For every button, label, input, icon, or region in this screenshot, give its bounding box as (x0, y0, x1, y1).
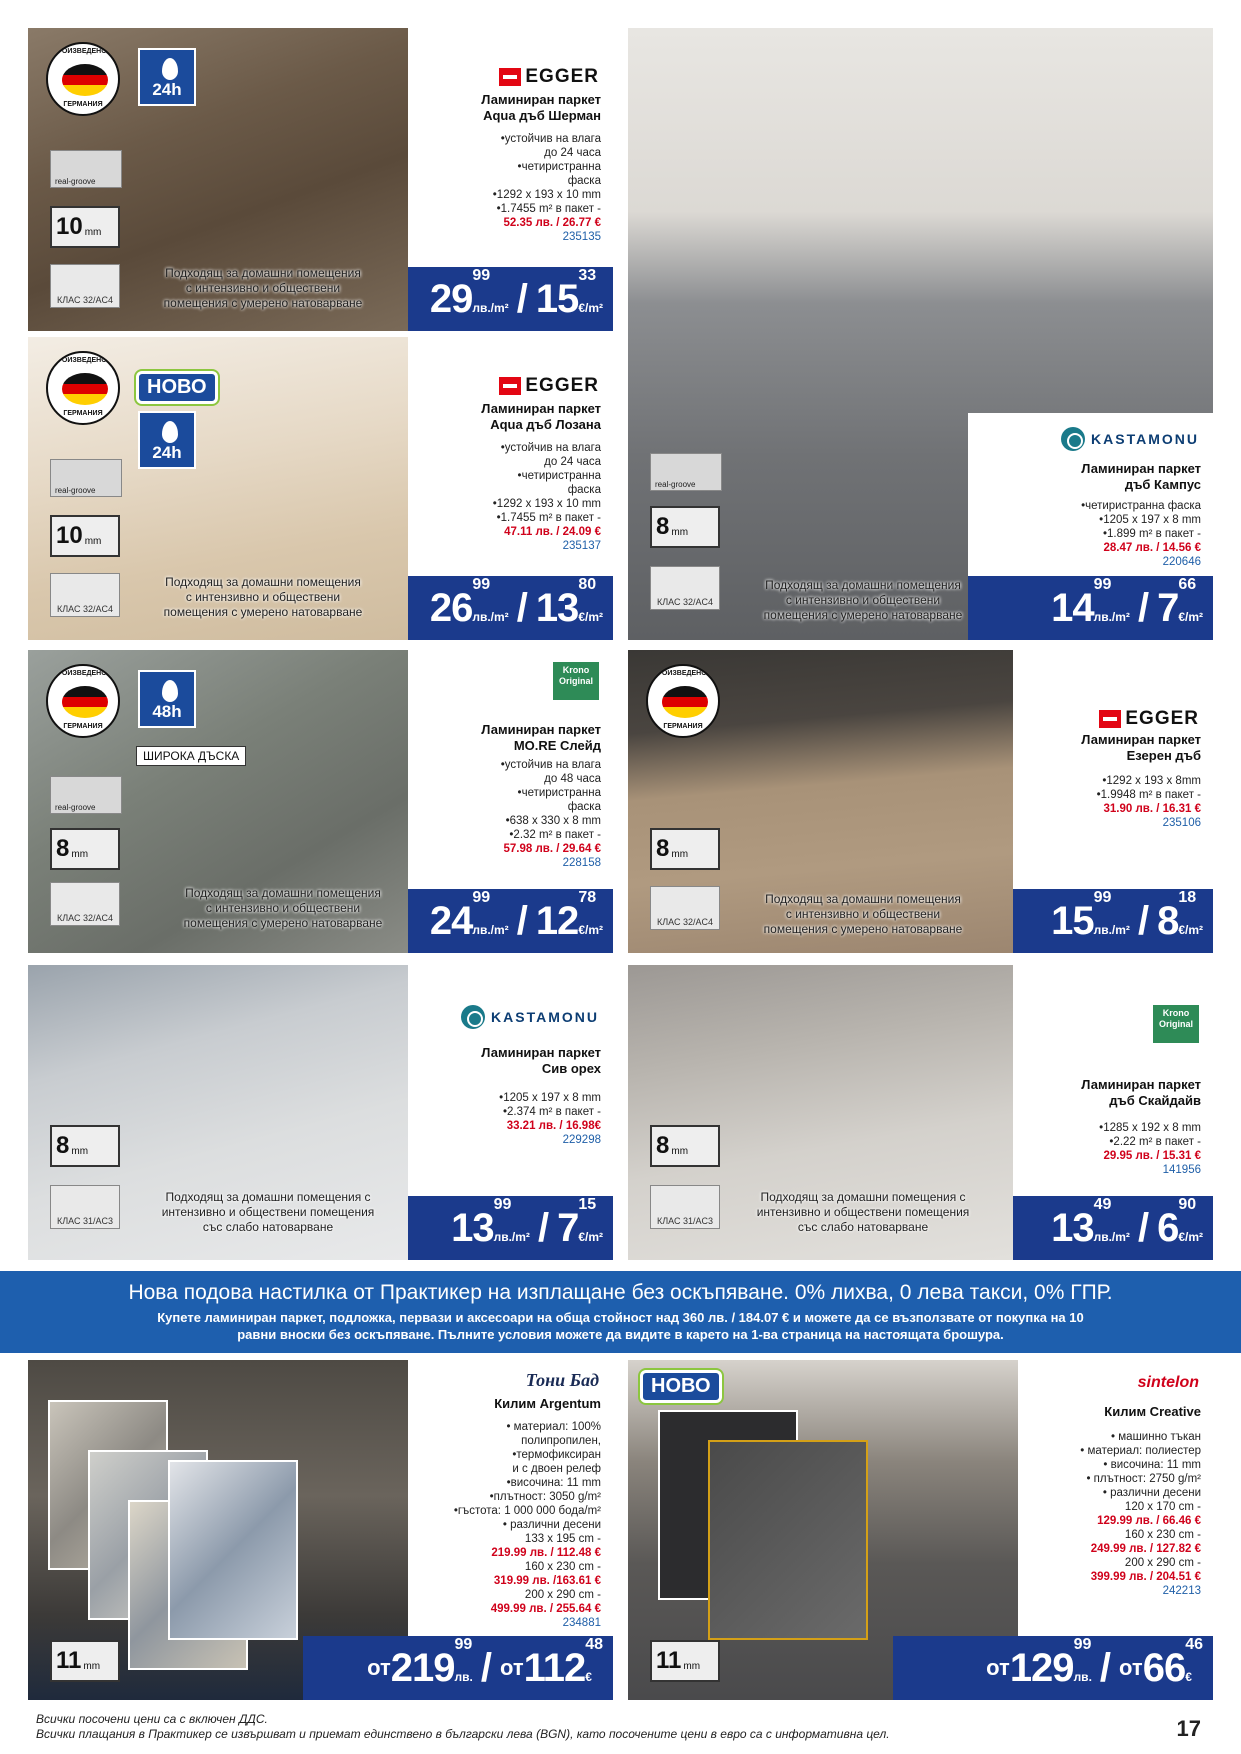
toni-bad-logo: Тони Бад (525, 1370, 599, 1390)
product-title: Ламиниран паркет Езерен дъб (1081, 732, 1201, 763)
product-title: Ламиниран паркет Сив орех (481, 1045, 601, 1076)
old-price: 28.47 лв. / 14.56 € (1103, 542, 1201, 554)
old-price: 31.90 лв. / 16.31 € (1103, 803, 1201, 815)
old-price: 52.35 лв. / 26.77 € (503, 217, 601, 229)
price-tag: 15 99 лв./m² / 8 18 €/m² (1013, 889, 1213, 953)
product-specs: •четиристранна фаска •1205 x 197 x 8 mm •1.899 m² в пакет - 28.47 лв. / 14.56 € 220646 (1081, 500, 1201, 568)
size-price: 499.99 лв. / 255.64 € (490, 1603, 601, 1615)
new-badge: НОВО (136, 371, 218, 404)
usage-class-icon: КЛАС 32/AC4 (50, 573, 120, 617)
installment-banner (0, 1271, 1241, 1353)
price-tag: 26 99 лв./m² / 13 80 €/m² (408, 576, 613, 640)
suitability-text: Подходящ за домашни помещения с интензивно и обществени помещения с умерено натоварване (163, 575, 363, 619)
thickness-icon: 11 mm (650, 1640, 720, 1682)
thickness-icon: 10 mm (50, 206, 120, 248)
old-price: 33.21 лв. / 16.98€ (506, 1120, 601, 1132)
price-tag: 13 49 лв./m² / 6 90 €/m² (1013, 1196, 1213, 1260)
new-badge: НОВО (640, 1370, 722, 1403)
product-code: 141956 (1162, 1164, 1201, 1176)
product-code: 220646 (1162, 556, 1201, 568)
price-tag: от 219 99 лв. / от 112 48 € (303, 1636, 613, 1700)
usage-class-icon: КЛАС 31/AC3 (650, 1185, 720, 1229)
suitability-text: Подходящ за домашни помещения с интензивно и обществени помещения със слабо натоварване (161, 1190, 375, 1234)
thickness-icon: 8 mm (50, 1125, 120, 1167)
product-code: 235106 (1162, 817, 1201, 829)
thickness-icon: 11 mm (50, 1640, 120, 1682)
usage-class-icon: КЛАС 32/AC4 (50, 264, 120, 308)
size-price: 399.99 лв. / 204.51 € (1090, 1571, 1201, 1583)
real-groove-icon: real-groove (50, 459, 122, 497)
thickness-icon: 8 mm (50, 828, 120, 870)
krono-original-logo: Krono Original (553, 662, 599, 700)
usage-class-icon: КЛАС 32/AC4 (50, 882, 120, 926)
kastamonu-logo: KASTAMONU (1061, 427, 1199, 451)
product-specs: •1285 x 192 x 8 mm •2.22 m² в пакет - 29.95 лв. / 15.31 € 141956 (1099, 1122, 1201, 1176)
thickness-icon: 8 mm (650, 1125, 720, 1167)
suitability-text: Подходящ за домашни помещения с интензивно и обществени помещения със слабо натоварване (756, 1190, 970, 1234)
thickness-icon: 10 mm (50, 515, 120, 557)
thickness-icon: 8 mm (650, 828, 720, 870)
product-title: Ламиниран паркет MO.RE Слейд (481, 722, 601, 753)
real-groove-icon: real-groove (50, 150, 122, 188)
made-in-germany-badge: ПРОИЗВЕДЕНО В ГЕРМАНИЯ (46, 42, 120, 116)
product-title: Ламиниран паркет Aqua дъб Лозана (481, 401, 601, 432)
product-specs: •устойчив на влага до 24 часа •четиристранна фаска •1292 x 193 x 10 mm •1.7455 m² в пакет - 47.11 лв. / 24.09 € 235137 (492, 442, 601, 552)
product-card-more-slade[interactable] (28, 650, 613, 953)
product-code: 235137 (562, 540, 601, 552)
price-tag: от 129 99 лв. / от 66 46 € (893, 1636, 1213, 1700)
product-title: Ламиниран паркет дъб Кампус (1081, 461, 1201, 492)
product-specs: •устойчив на влага до 48 часа •четиристранна фаска •638 x 330 x 8 mm •2.32 m² в пакет - 57.98 лв. / 29.64 € 228158 (500, 759, 601, 869)
size-price: 319.99 лв. /163.61 € (493, 1575, 601, 1587)
egger-logo: EGGER (499, 375, 599, 397)
product-code: 242213 (1162, 1585, 1201, 1597)
old-price: 57.98 лв. / 29.64 € (503, 843, 601, 855)
made-in-germany-badge: ПРОИЗВЕДЕНО В ГЕРМАНИЯ (46, 351, 120, 425)
real-groove-icon: real-groove (650, 453, 722, 491)
product-card-kampus[interactable] (628, 28, 1213, 640)
made-in-germany-badge: ПРОИЗВЕДЕНО В ГЕРМАНИЯ (646, 664, 720, 738)
product-code: 229298 (562, 1134, 601, 1146)
product-code: 235135 (562, 231, 601, 243)
price-tag: 14 99 лв./m² / 7 66 €/m² (968, 576, 1213, 640)
suitability-text: Подходящ за домашни помещения с интензивно и обществени помещения с умерено натоварване (163, 266, 363, 310)
made-in-germany-badge: ПРОИЗВЕДЕНО В ГЕРМАНИЯ (46, 664, 120, 738)
krono-original-logo: Krono Original (1153, 1005, 1199, 1043)
egger-logo: EGGER (499, 66, 599, 88)
product-card-siv-oreh[interactable] (28, 965, 613, 1260)
egger-logo: EGGER (1099, 708, 1199, 730)
product-code: 234881 (562, 1617, 601, 1629)
suitability-text: Подходящ за домашни помещения с интензивно и обществени помещения с умерено натоварване (763, 892, 963, 936)
banner-subtext: Купете ламиниран паркет, подложка, первази и аксесоари на обща стойност над 360 лв. / 184.07 € и можете да се възползвате от покупка на 10 равни вноски без оскъпяване. Пълните условия можете да видите в карето на 1-ва страница на настоящата брошура. (157, 1310, 1084, 1342)
product-card-ezeren-dab[interactable] (628, 650, 1213, 953)
legal-footer: Всички посочени цени са с включен ДДС. Всички плащания в Практикер се извършват и приемат единствено в български лева (BGN), като посочените цени в евро са с информативна цел. (36, 1712, 890, 1741)
product-title: Килим Argentum (494, 1396, 601, 1411)
product-code: 228158 (562, 857, 601, 869)
old-price: 47.11 лв. / 24.09 € (504, 526, 601, 538)
usage-class-icon: КЛАС 32/AC4 (650, 886, 720, 930)
size-price: 129.99 лв. / 66.46 € (1097, 1515, 1201, 1527)
product-card-aqua-sherman[interactable] (28, 28, 613, 331)
price-tag: 13 99 лв./m² / 7 15 €/m² (408, 1196, 613, 1260)
suitability-text: Подходящ за домашни помещения с интензивно и обществени помещения с умерено натоварване (763, 578, 963, 622)
real-groove-icon: real-groove (50, 776, 122, 814)
water-resistant-icon: 24h (138, 48, 196, 106)
page-number: 17 (1176, 1716, 1201, 1741)
price-tag: 24 99 лв./m² / 12 78 €/m² (408, 889, 613, 953)
suitability-text: Подходящ за домашни помещения с интензивно и обществени помещения с умерено натоварване (183, 886, 383, 930)
product-title: Килим Creative (1104, 1404, 1201, 1419)
old-price: 29.95 лв. / 15.31 € (1103, 1150, 1201, 1162)
product-specs: •устойчив на влага до 24 часа •четиристранна фаска •1292 x 193 x 10 mm •1.7455 m² в пакет - 52.35 лв. / 26.77 € 235135 (492, 133, 601, 243)
usage-class-icon: КЛАС 32/AC4 (650, 566, 720, 610)
product-card-aqua-lozana[interactable] (28, 337, 613, 640)
product-specs: •1292 x 193 x 8mm •1.9948 m² в пакет - 31.90 лв. / 16.31 € 235106 (1096, 775, 1201, 829)
size-price: 249.99 лв. / 127.82 € (1090, 1543, 1201, 1555)
product-specs: •1205 x 197 x 8 mm •2.374 m² в пакет - 33.21 лв. / 16.98€ 229298 (499, 1092, 601, 1146)
sintelon-logo: sintelon (1137, 1374, 1199, 1391)
thickness-icon: 8 mm (650, 506, 720, 548)
product-specs: • материал: 100% полипропилен, •термофиксиран и с двоен релеф •височина: 11 mm •плътност: 3050 g/m² •гъстота: 1 000 000 бода/m² • различни десени 133 x 195 cm - 219.99 лв. / 112.48 € 160 x 230 cm - 319.99 лв. /163.61 € 200 x 290 cm - 499.99 лв. / 255.64 € 234881 (401, 1420, 601, 1630)
water-resistant-icon: 24h (138, 411, 196, 469)
product-specs: • машинно тъкан • материал: полиестер • височина: 11 mm • плътност: 2750 g/m² • различни десени 120 x 170 cm - 129.99 лв. / 66.46 € 160 x 230 cm - 249.99 лв. / 127.82 € 200 x 290 cm - 399.99 лв. / 204.51 € 242213 (1011, 1430, 1201, 1598)
banner-headline: Нова подова настилка от Практикер на изплащане без оскъпяване. 0% лихва, 0 лева такси, 0% ГПР. (128, 1281, 1113, 1304)
product-card-skydive[interactable] (628, 965, 1213, 1260)
product-title: Ламиниран паркет Aqua дъб Шерман (481, 92, 601, 123)
product-title: Ламиниран паркет дъб Скайдайв (1081, 1077, 1201, 1108)
product-card-rug-argentum[interactable] (28, 1360, 613, 1700)
price-tag: 29 99 лв./m² / 15 33 €/m² (408, 267, 613, 331)
product-card-rug-creative[interactable] (628, 1360, 1213, 1700)
size-price: 219.99 лв. / 112.48 € (491, 1547, 601, 1559)
wide-plank-label: ШИРОКА ДЪСКА (136, 746, 246, 766)
kastamonu-logo: KASTAMONU (461, 1005, 599, 1029)
water-resistant-icon: 48h (138, 670, 196, 728)
usage-class-icon: КЛАС 31/AC3 (50, 1185, 120, 1229)
